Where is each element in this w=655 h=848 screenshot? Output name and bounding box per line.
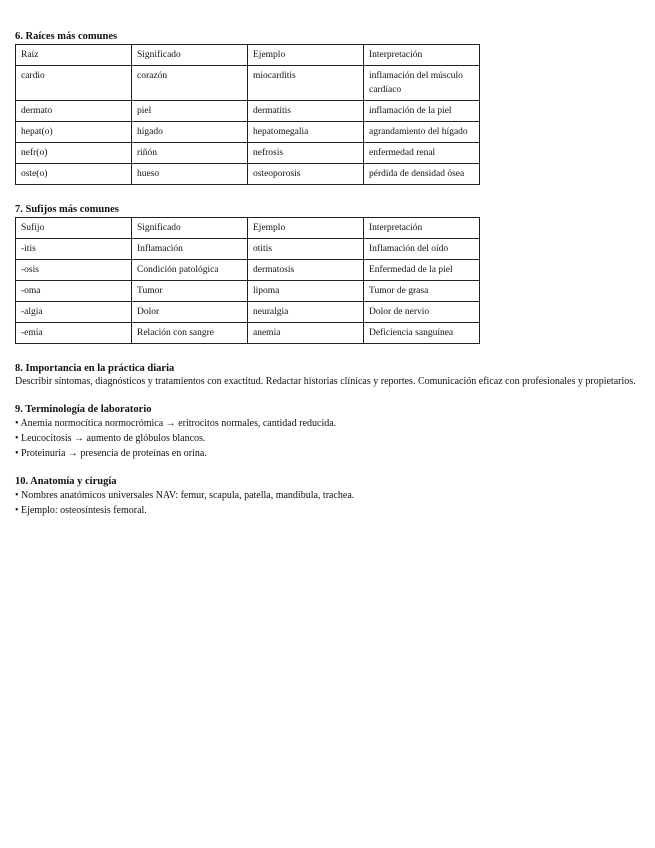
- table-cell: -osis: [16, 260, 132, 281]
- table-row: [16, 260, 480, 281]
- list-item: • Anemia normocítica normocrómica → eritrocitos normales, cantidad reducida.: [15, 418, 337, 429]
- table-cell: Inflamación del oído: [364, 239, 480, 260]
- header-cell: Ejemplo: [248, 218, 364, 239]
- table-cell: Enfermedad de la piel: [364, 260, 480, 281]
- table-cell: anemia: [248, 323, 364, 344]
- header-cell: Interpretación: [364, 218, 480, 239]
- table-cell: -algia: [16, 302, 132, 323]
- section-7-title: 7. Sufijos más comunes: [15, 204, 119, 215]
- section-6-title: 6. Raíces más comunes: [15, 31, 118, 42]
- table-cell: hepatomegalia: [248, 122, 364, 143]
- table-row: [16, 122, 480, 143]
- table-cell: dermato: [16, 101, 132, 122]
- table-cell: riñón: [132, 143, 248, 164]
- table-cell: Dolor: [132, 302, 248, 323]
- table-cell: inflamación de la piel: [364, 101, 480, 122]
- header-cell: Interpretación: [364, 45, 480, 66]
- table-cell: dermatitis: [248, 101, 364, 122]
- table-cell: Relación con sangre: [132, 323, 248, 344]
- table-row: [16, 101, 480, 122]
- table-row: [16, 164, 480, 185]
- section-10-title: 10. Anatomía y cirugía: [15, 476, 117, 487]
- table-cell: -emia: [16, 323, 132, 344]
- header-cell: Significado: [132, 218, 248, 239]
- document-page: [15, 30, 645, 518]
- table-cell: oste(o): [16, 164, 132, 185]
- table-cell: corazón: [132, 66, 248, 101]
- suffixes-table: [15, 217, 480, 344]
- list-item: • Nombres anatómicos universales NAV: femur, scapula, patella, mandibula, trachea.: [15, 490, 355, 501]
- table-cell: Inflamación: [132, 239, 248, 260]
- list-item: • Proteinuria → presencia de proteínas en orina.: [15, 448, 207, 459]
- table-cell: nefr(o): [16, 143, 132, 164]
- table-cell: hígado: [132, 122, 248, 143]
- header-cell: Significado: [132, 45, 248, 66]
- table-cell: Condición patológica: [132, 260, 248, 281]
- table-cell: -itis: [16, 239, 132, 260]
- section-8-paragraph: Describir síntomas, diagnósticos y tratamientos con exactitud. Redactar historias clínicas y reportes. Comunicación eficaz con profesionales y propietarios.: [15, 376, 636, 387]
- table-cell: pérdida de densidad ósea: [364, 164, 480, 185]
- table-cell: Tumor: [132, 281, 248, 302]
- table-cell: dermatosis: [248, 260, 364, 281]
- list-item: • Leucocitosis → aumento de glóbulos blancos.: [15, 433, 206, 444]
- table-cell: cardio: [16, 66, 132, 101]
- header-cell: Sufijo: [16, 218, 132, 239]
- table-row: [16, 143, 480, 164]
- roots-table: [15, 44, 480, 185]
- table-cell: hueso: [132, 164, 248, 185]
- table-cell: otitis: [248, 239, 364, 260]
- table-header-row: [16, 218, 480, 239]
- list-item: • Ejemplo: osteosíntesis femoral.: [15, 505, 147, 516]
- table-cell: Tumor de grasa: [364, 281, 480, 302]
- header-cell: Ejemplo: [248, 45, 364, 66]
- table-cell: inflamación del músculo cardíaco: [364, 66, 480, 101]
- table-cell: piel: [132, 101, 248, 122]
- table-cell: nefrosis: [248, 143, 364, 164]
- table-cell: neuralgia: [248, 302, 364, 323]
- table-cell: agrandamiento del hígado: [364, 122, 480, 143]
- table-cell: enfermedad renal: [364, 143, 480, 164]
- table-cell: Dolor de nervio: [364, 302, 480, 323]
- table-cell: lipoma: [248, 281, 364, 302]
- table-row: [16, 302, 480, 323]
- table-cell: osteoporosis: [248, 164, 364, 185]
- header-cell: Raíz: [16, 45, 132, 66]
- table-header-row: [16, 45, 480, 66]
- table-row: [16, 239, 480, 260]
- table-cell: Deficiencia sanguínea: [364, 323, 480, 344]
- table-row: [16, 66, 480, 101]
- section-8-title: 8. Importancia en la práctica diaria: [15, 363, 175, 374]
- table-cell: miocarditis: [248, 66, 364, 101]
- table-row: [16, 323, 480, 344]
- table-cell: hepat(o): [16, 122, 132, 143]
- section-9-title: 9. Terminología de laboratorio: [15, 404, 152, 415]
- table-cell: -oma: [16, 281, 132, 302]
- table-row: [16, 281, 480, 302]
